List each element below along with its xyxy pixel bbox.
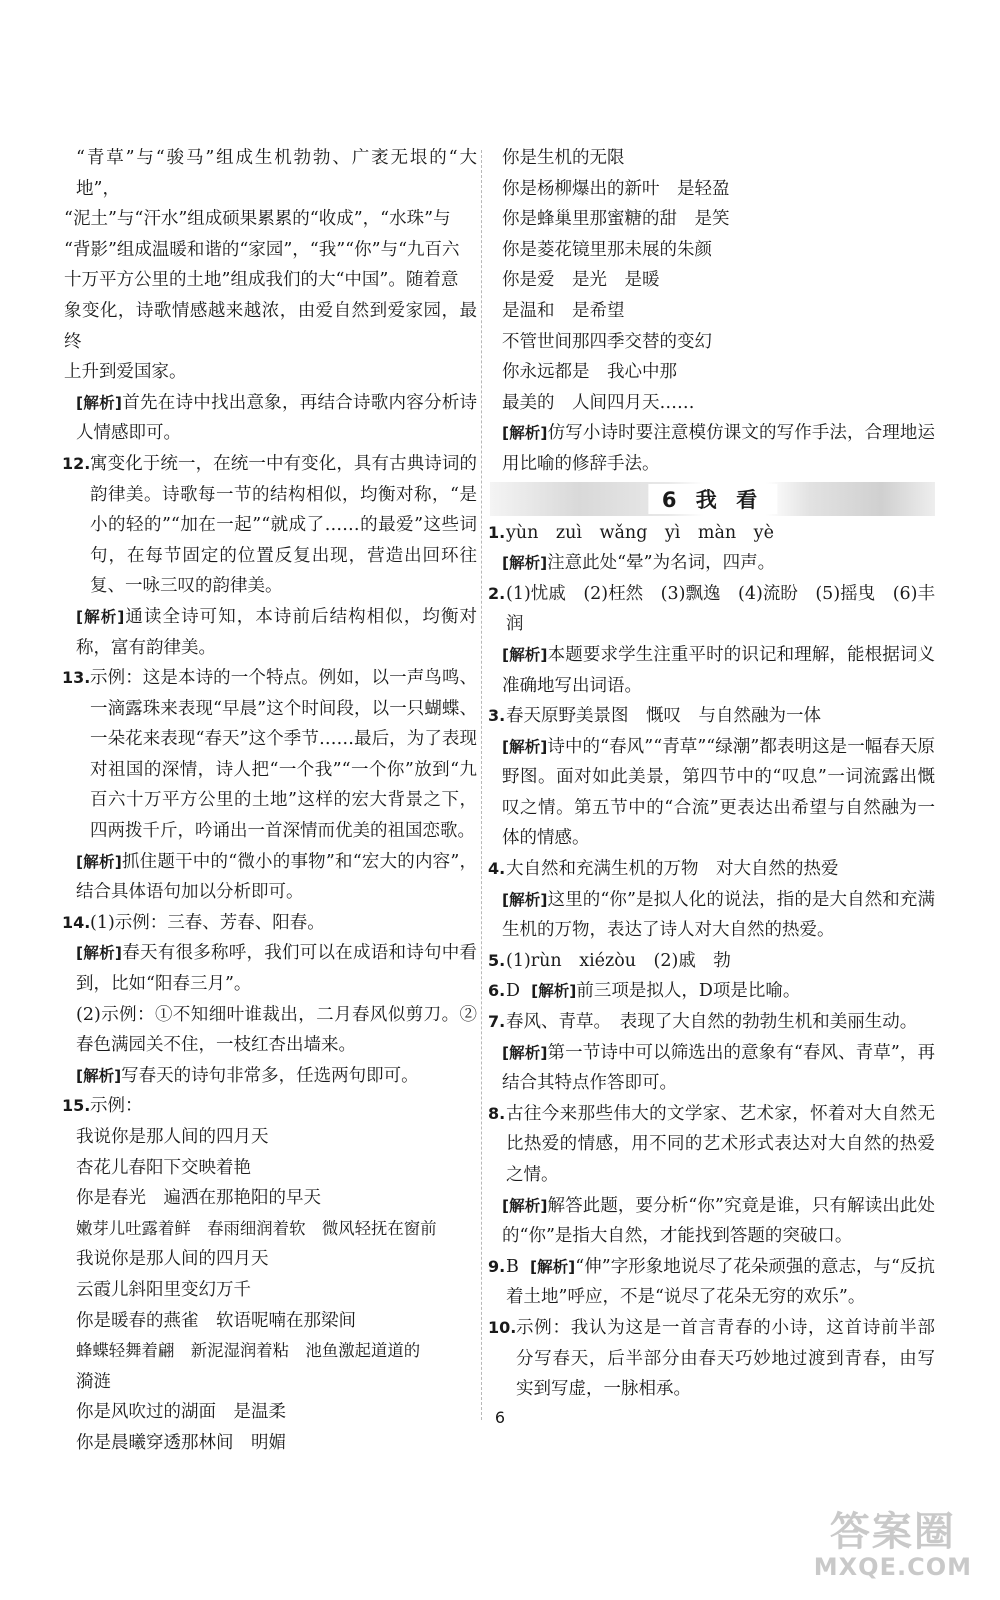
answer-3 [490,701,935,732]
poem-line: 你是晨曦穿透那林间 明媚 [76,1432,286,1453]
watermark-domain: MXQE.COM [813,1553,972,1581]
analysis-note: [解析]首先在诗中找出意象，再结合诗歌内容分析诗人情感即可。 [76,392,478,444]
analysis-note: 前三项是拟人，D项是比喻。 [576,981,801,1002]
analysis-note: [解析]本题要求学生注重平时的识记和理解，能根据词义准确地写出词语。 [502,644,936,696]
analysis-tag: [解析] [502,645,548,664]
analysis-note: [解析]春天有很多称呼，我们可以在成语和诗句中看到，比如“阳春三月”。 [76,943,478,995]
answer-text: 春风、青草。 表现了大自然的勃勃生机和美丽生动。 [506,1012,918,1033]
answer-text: 春天原野美景图 慨叹 与自然融为一体 [506,706,821,727]
question-14 [64,908,477,939]
answer-text: (1)忧戚 (2)枉然 (3)飘逸 (4)流盼 (5)摇曳 (6)丰润 [506,583,935,635]
poem-line: 你是暖春的燕雀 软语呢喃在那梁间 [76,1310,356,1331]
right-column [490,143,935,1405]
analysis-note: [解析]注意此处“晕”为名词，四声。 [502,553,776,574]
answer-8 [490,1099,935,1191]
poem-line: 我说你是那人间的四月天 [76,1127,269,1147]
answer-9 [490,1252,935,1313]
question-12 [64,449,477,602]
poem-line: 是温和 是希望 [502,300,625,321]
question-number: 14. [62,912,91,932]
analysis-tag: [解析] [502,1043,548,1062]
answer-text: (2)示例：①不知细叶谁裁出，二月春风似剪刀。②春色满园关不住，一枝红杏出墙来。 [76,1004,477,1056]
analysis-note: “伸”字形象地说尽了花朵顽强的意志，与“反抗着土地”呼应，不是“说尽了花朵无穷的欢乐”。 [506,1256,935,1308]
poem-line: 蜂蝶轻舞着翩 新泥湿润着粘 池鱼激起道道的 [76,1341,421,1361]
intro-line: “青草”与“骏马”组成生机勃勃、广袤无垠的“大地”， [76,148,477,199]
poem-line: 你是风吹过的湖面 是温柔 [76,1402,286,1423]
poem-line: 你是菱花镜里那未展的朱颜 [502,239,712,260]
answer-1 [490,518,935,549]
section-title: 6 我 看 [648,484,777,514]
question-number: 9. [488,1256,506,1276]
analysis-note: [解析]诗中的“春风”“青草”“绿潮”都表明这是一幅春天原野图。面对如此美景，第四节中的“叹息”一词流露出慨叹之情。第五节中的“合流”更表达出希望与自然融为一体的情感。 [502,736,935,849]
poem-line: 你是蜂巢里那蜜糖的甜 是笑 [502,209,730,230]
poem-line: 我说你是那人间的四月天 [76,1249,269,1270]
poem-line: 最美的 人间四月天…… [502,392,695,413]
answer-text: B [506,1256,519,1277]
page-number: 6 [494,1408,506,1427]
analysis-tag: [解析] [530,1257,576,1276]
poem-line: 你是爱 是光 是暖 [502,270,660,291]
answer-text: D [506,981,521,1002]
analysis-note: [解析]这里的“你”是拟人化的说法，指的是大自然和充满生机的万物，表达了诗人对大自然的热爱。 [502,889,935,941]
question-number: 1. [488,522,506,542]
analysis-tag: [解析] [76,852,122,871]
watermark-logo [814,1500,972,1581]
poem-line: 你是春光 遍洒在那艳阳的早天 [76,1188,321,1209]
answer-7 [490,1007,935,1038]
answer-5 [490,946,935,977]
analysis-tag: [解析] [502,424,548,443]
question-number: 12. [62,453,91,473]
poem-line: 你是杨柳爆出的新叶 是轻盈 [502,178,730,199]
question-13 [64,663,477,847]
analysis-tag: [解析] [76,1066,122,1085]
answer-4 [490,854,935,885]
analysis-note: [解析]仿写小诗时要注意模仿课文的写作手法，合理地运用比喻的修辞手法。 [502,423,936,474]
question-number: 6. [488,981,506,1001]
analysis-tag: [解析] [502,1196,548,1215]
poem-line: 杏花儿春阳下交映着艳 [76,1157,251,1178]
poem-line: 漪涟 [76,1371,111,1392]
question-number: 2. [488,583,506,603]
answer-2 [490,579,935,640]
poem-line: 云霞儿斜阳里变幻万千 [76,1279,251,1300]
column-divider [481,150,482,1420]
answer-text: 示例：这是本诗的一个特点。例如，以一声鸟鸣、一滴露珠来表现“早晨”这个时间段，以一只蝴蝶、一朵花来表现“春天”这个季节……最后，为了表现对祖国的深情，诗人把“一个我”“一个你”放到“九百六十万平方公里的土地”这样的宏大背景之下，四两拨千斤，吟诵出一首深情而优美的祖国恋歌。 [90,668,477,842]
question-number: 5. [488,950,506,970]
section-header [490,482,935,516]
analysis-tag: [解析] [502,890,548,909]
left-column [64,143,477,1459]
answer-text: (1)rùn xiézòu (2)戚 勃 [506,950,731,971]
intro-line: 上升到爱国家。 [64,362,187,383]
question-number: 13. [62,668,91,688]
answer-text: 古往今来那些伟大的文学家、艺术家，怀着对大自然无比热爱的情感，用不同的艺术形式表达对大自然的热爱之情。 [506,1103,935,1185]
question-number: 3. [488,706,506,726]
poem-line: 你永远都是 我心中那 [502,362,677,383]
analysis-tag: [解析] [502,554,548,573]
answer-text: 示例： [90,1096,143,1117]
watermark-text: 答案圈 [829,1509,956,1555]
analysis-note: [解析]第一节诗中可以筛选出的意象有“春风、青草”，再结合其特点作答即可。 [502,1042,935,1094]
answer-text: (1)示例：三春、芳春、阳春。 [90,912,325,933]
analysis-tag: [解析] [76,944,122,963]
analysis-tag: [解析] [76,393,122,412]
analysis-note: [解析]解答此题，要分析“你”究竟是谁，只有解读出此处的“你”是指大自然，才能找到答题的突破口。 [502,1195,935,1247]
answer-text: 示例：我认为这是一首言青春的小诗，这首诗前半部分写春天，后半部分由春天巧妙地过渡到青春，由写实到写虚，一脉相承。 [516,1317,935,1400]
intro-line: 象变化，诗歌情感越来越浓，由爱自然到爱家园，最终 [64,300,477,352]
intro-line: 十万平方公里的土地”组成我们的大“中国”。随着意 [64,270,459,291]
question-number: 10. [488,1317,517,1337]
answer-10 [490,1313,935,1405]
question-number: 7. [488,1012,506,1032]
question-number: 8. [488,1103,506,1123]
intro-line: “背影”组成温暖和谐的“家园”，“我”“你”与“九百六 [64,239,460,260]
analysis-tag: [解析] [531,982,577,1001]
intro-line: “泥土”与“汗水”组成硕果累累的“收成”，“水珠”与 [64,209,451,230]
answer-text: 大自然和充满生机的万物 对大自然的热爱 [506,859,839,880]
poem-line: 嫩芽儿吐露着鲜 春雨细润着软 微风轻抚在窗前 [76,1218,437,1238]
answer-text: yùn zuì wǎng yì màn yè [506,522,774,543]
analysis-tag: [解析] [76,607,125,626]
answer-text: 寓变化于统一，在统一中有变化，具有古典诗词的韵律美。诗歌每一节的结构相似，均衡对称，“是小的轻的”“加在一起”“就成了……的最爱”这些词句，在每节固定的位置反复出现，营造出回环往复、一咏三叹的韵律美。 [90,453,477,597]
analysis-note: [解析]通读全诗可知，本诗前后结构相似，均衡对称，富有韵律美。 [76,606,478,658]
question-number: 4. [488,859,506,879]
analysis-tag: [解析] [502,737,548,756]
question-15 [64,1091,477,1122]
question-number: 15. [62,1096,91,1116]
answer-6 [490,976,935,1007]
analysis-note: [解析]写春天的诗句非常多，任选两句即可。 [76,1065,419,1086]
poem-line: 你是生机的无限 [502,148,625,168]
analysis-note: [解析]抓住题干中的“微小的事物”和“宏大的内容”，结合具体语句加以分析即可。 [76,851,477,903]
poem-line: 不管世间那四季交替的变幻 [502,331,712,352]
